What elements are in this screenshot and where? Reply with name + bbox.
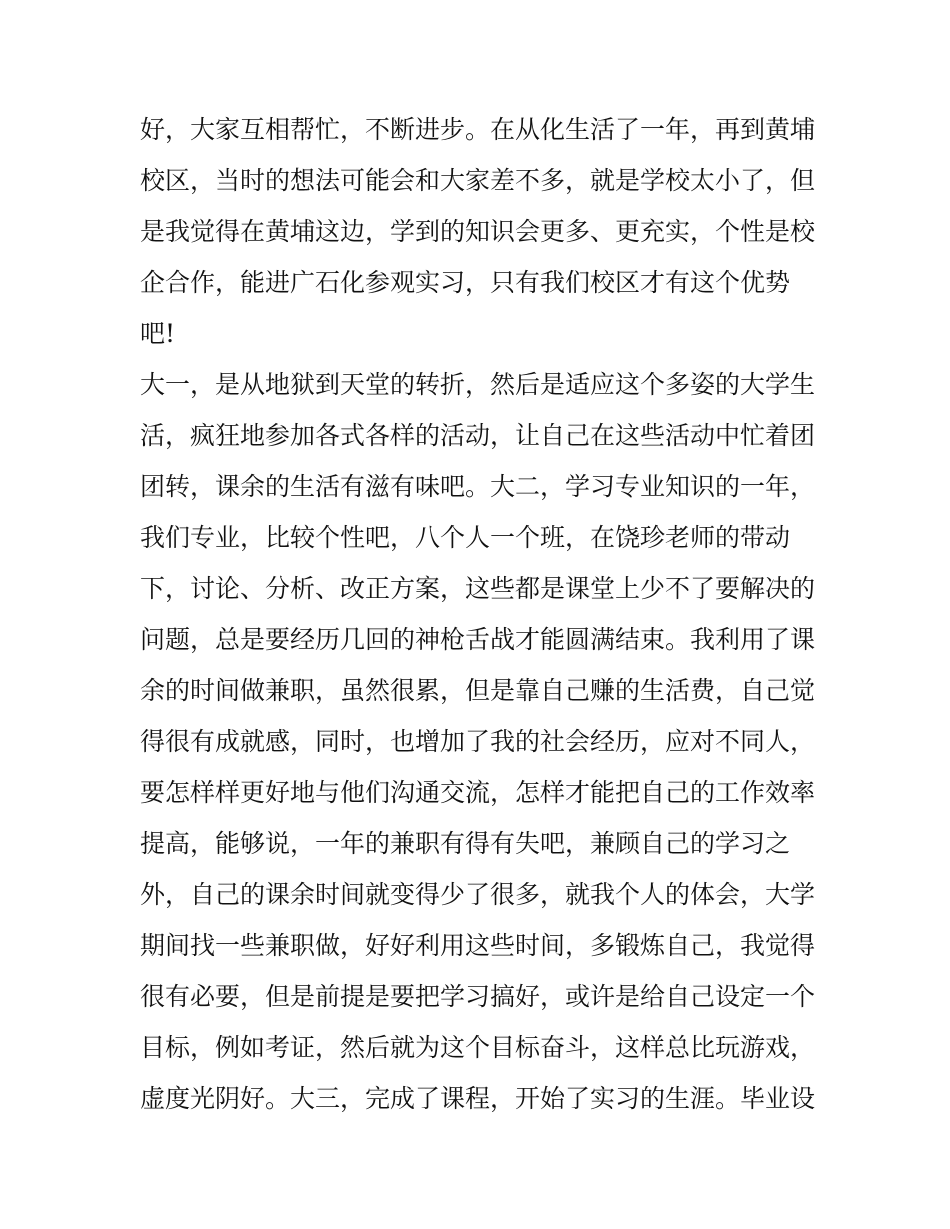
text-line: 要怎样样更好地与他们沟通交流，怎样才能把自己的工作效率 bbox=[140, 778, 816, 807]
text-line: 很有必要，但是前提是要把学习搞好，或许是给自己设定一个 bbox=[140, 982, 816, 1011]
text-line: 提高，能够说，一年的兼职有得有失吧，兼顾自己的学习之 bbox=[140, 829, 791, 858]
text-line: 团转，课余的生活有滋有味吧。大二，学习专业知识的一年， bbox=[140, 472, 816, 501]
text-line: 企合作，能进广石化参观实习，只有我们校区才有这个优势 bbox=[140, 268, 791, 297]
text-line: 外，自己的课余时间就变得少了很多，就我个人的体会，大学 bbox=[140, 880, 816, 909]
text-line: 是我觉得在黄埔这边，学到的知识会更多、更充实，个性是校 bbox=[140, 217, 816, 246]
text-line: 期间找一些兼职做，好好利用这些时间，多锻炼自己，我觉得 bbox=[140, 931, 816, 960]
text-line: 吧! bbox=[140, 319, 176, 348]
text-line: 虚度光阴好。大三，完成了课程，开始了实习的生涯。毕业设 bbox=[140, 1084, 816, 1113]
text-line: 我们专业，比较个性吧，八个人一个班，在饶珍老师的带动 bbox=[140, 523, 791, 552]
text-line: 好，大家互相帮忙，不断进步。在从化生活了一年，再到黄埔 bbox=[140, 115, 816, 144]
text-line: 问题，总是要经历几回的神枪舌战才能圆满结束。我利用了课 bbox=[140, 625, 816, 654]
text-line: 得很有成就感，同时，也增加了我的社会经历，应对不同人， bbox=[140, 727, 816, 756]
text-line: 大一，是从地狱到天堂的转折，然后是适应这个多姿的大学生 bbox=[140, 370, 816, 399]
text-line: 目标，例如考证，然后就为这个目标奋斗，这样总比玩游戏， bbox=[140, 1033, 816, 1062]
text-line: 活，疯狂地参加各式各样的活动，让自己在这些活动中忙着团 bbox=[140, 421, 816, 450]
text-line: 校区，当时的想法可能会和大家差不多，就是学校太小了，但 bbox=[140, 166, 816, 195]
body-text bbox=[140, 104, 830, 1124]
text-line: 下，讨论、分析、改正方案，这些都是课堂上少不了要解决的 bbox=[140, 574, 816, 603]
text-line: 余的时间做兼职，虽然很累，但是靠自己赚的生活费，自己觉 bbox=[140, 676, 816, 705]
